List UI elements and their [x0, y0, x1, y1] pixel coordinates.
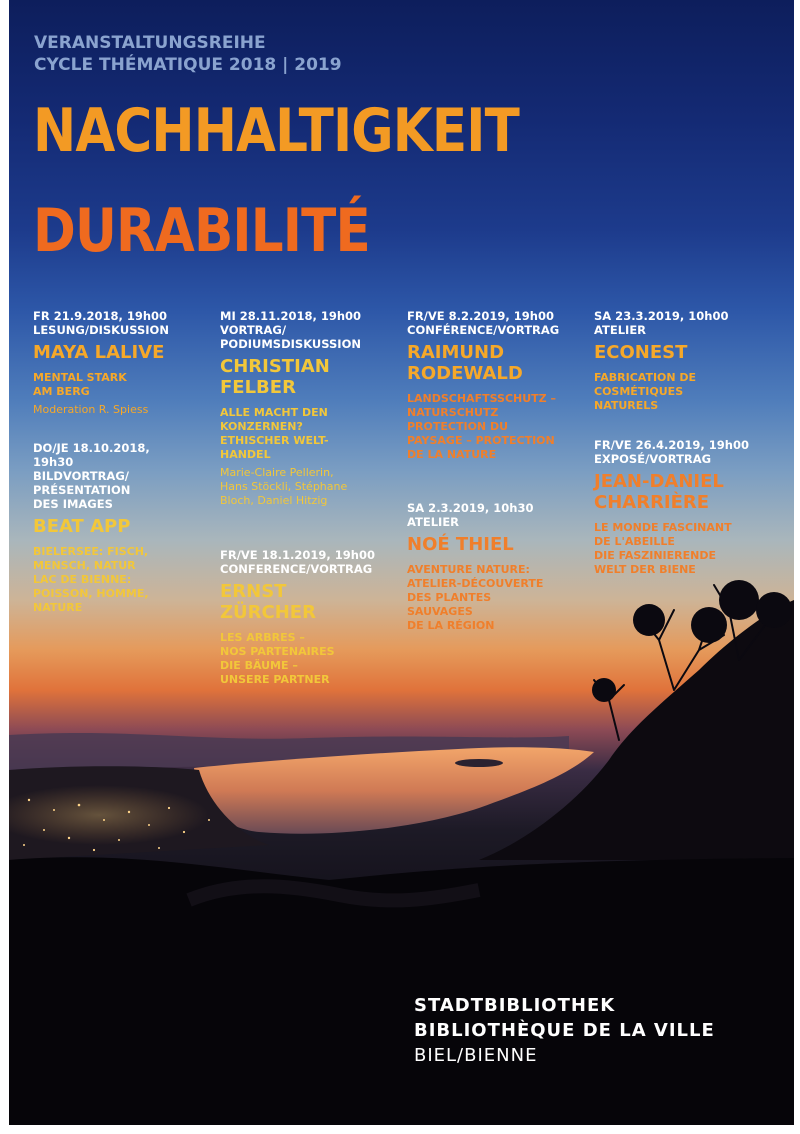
library-name-fr: BIBLIOTHÈQUE DE LA VILLE	[414, 1020, 715, 1041]
event-date: FR/VE 18.1.2019, 19h00 CONFERENCE/VORTRAG	[220, 548, 375, 576]
event-speaker: ERNST ZÜRCHER	[220, 581, 316, 623]
event-speaker: RAIMUND RODEWALD	[407, 342, 523, 384]
event-topic: FABRICATION DE COSMÉTIQUES NATURELS	[594, 371, 697, 412]
library-city: BIEL/BIENNE	[414, 1045, 538, 1066]
event-moderation: Moderation R. Spiess	[33, 403, 149, 416]
event-topic: AVENTURE NATURE: ATELIER-DÉCOUVERTE DES PLANTES SAUVAGES DE LA RÉGION	[407, 563, 544, 632]
event-date: FR/VE 26.4.2019, 19h00 EXPOSÉ/VORTRAG	[594, 438, 749, 466]
event-jean-daniel-charriere	[594, 438, 784, 577]
event-date: MI 28.11.2018, 19h00 VORTRAG/ PODIUMSDISKUSSION	[220, 309, 362, 351]
event-topic: LE MONDE FASCINANT DE L'ABEILLE DIE FASZINIERENDE WELT DER BIENE	[594, 521, 732, 576]
event-date: SA 23.3.2019, 10h00 ATELIER	[594, 309, 729, 337]
series-line-fr: CYCLE THÉMATIQUE 2018 | 2019	[34, 55, 342, 75]
event-speaker: MAYA LALIVE	[33, 342, 165, 363]
event-raimund-rodewald	[407, 309, 587, 462]
event-beat-app	[33, 441, 213, 615]
library-signature	[414, 993, 715, 1068]
event-moderation: Marie-Claire Pellerin, Hans Stöckli, Stéphane Bloch, Daniel Hitzig	[220, 466, 348, 507]
event-econest	[594, 309, 784, 413]
event-speaker: CHRISTIAN FELBER	[220, 356, 330, 398]
event-topic: LES ARBRES – NOS PARTENAIRES DIE BÄUME – UNSERE PARTNER	[220, 631, 335, 686]
event-topic: MENTAL STARK AM BERG	[33, 371, 127, 398]
event-speaker: JEAN-DANIEL CHARRIÈRE	[594, 471, 724, 513]
event-topic: ALLE MACHT DEN KONZERNEN? ETHISCHER WELT- HANDEL	[220, 406, 329, 461]
event-speaker: NOÉ THIEL	[407, 534, 514, 555]
event-date: SA 2.3.2019, 10h30 ATELIER	[407, 501, 534, 529]
event-speaker: ECONEST	[594, 342, 688, 363]
event-topic: BIELERSEE: FISCH, MENSCH, NATUR LAC DE BIENNE: POISSON, HOMME, NATURE	[33, 545, 149, 614]
event-christian-felber	[220, 309, 400, 508]
event-maya-lalive	[33, 309, 213, 417]
event-poster	[9, 0, 794, 1125]
event-speaker: BEAT APP	[33, 516, 131, 537]
series-subtitle	[34, 32, 342, 76]
event-topic: LANDSCHAFTSSCHUTZ – NATURSCHUTZ PROTECTION DU PAYSAGE – PROTECTION DE LA NATURE	[407, 392, 556, 461]
event-date: DO/JE 18.10.2018, 19h30 BILDVORTRAG/ PRÉSENTATION DES IMAGES	[33, 441, 150, 511]
title-french: DURABILITÉ	[33, 196, 370, 266]
event-date: FR/VE 8.2.2019, 19h00 CONFÉRENCE/VORTRAG	[407, 309, 560, 337]
event-ernst-zuercher	[220, 548, 400, 687]
event-noe-thiel	[407, 501, 587, 633]
library-name-de: STADTBIBLIOTHEK	[414, 995, 616, 1016]
event-date: FR 21.9.2018, 19h00 LESUNG/DISKUSSION	[33, 309, 169, 337]
series-line-de: VERANSTALTUNGSREIHE	[34, 33, 266, 53]
title-german: NACHHALTIGKEIT	[33, 96, 519, 166]
